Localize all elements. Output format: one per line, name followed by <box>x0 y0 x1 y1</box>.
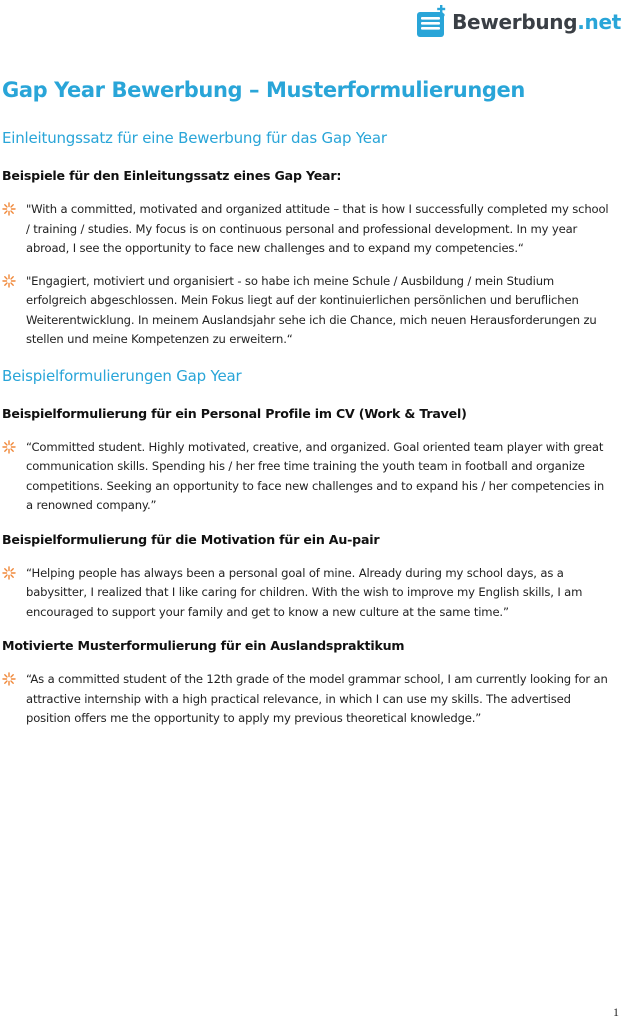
sparkle-bullet-icon <box>2 672 16 686</box>
list-item-text: “Committed student. Highly motivated, creative, and organized. Goal oriented team player with great communication skills. Spending his / her free time training the youth team in football and organize competitions. Seeking an opportunity to face new challenges and to expand his / her competencies in a renowned company.” <box>26 439 605 512</box>
sparkle-bullet-icon <box>2 202 16 216</box>
list-item <box>2 670 614 729</box>
list-item <box>2 200 614 259</box>
page-number: 1 <box>613 1005 619 1019</box>
subheading-au-pair: Beispielformulierung für die Motivation für ein Au-pair <box>2 531 380 547</box>
list-item <box>2 272 614 350</box>
subheading-personal-profile: Beispielformulierung für ein Personal Profile im CV (Work & Travel) <box>2 405 467 421</box>
subheading-intro-examples: Beispiele für den Einleitungssatz eines Gap Year: <box>2 168 342 183</box>
section-heading-examples: Beispielformulierungen Gap Year <box>2 366 242 385</box>
document-title: Gap Year Bewerbung – Musterformulierungen <box>2 78 525 102</box>
logo-name: Bewerbung <box>452 10 578 34</box>
document-page <box>2 72 614 729</box>
list-item-text: "Engagiert, motiviert und organisiert - so habe ich meine Schule / Ausbildung / mein Studium erfolgreich abgeschlossen. Mein Fokus liegt auf der kontinuierlichen persönlichen und beruflichen Weiterentwicklung. In meinem Auslandsjahr sehe ich die Chance, mich neuen Herausforderungen zu stellen und meine Kompetenzen zu erweitern.“ <box>26 273 597 346</box>
section-heading-intro: Einleitungssatz für eine Bewerbung für das Gap Year <box>2 129 387 147</box>
logo-tld: .net <box>577 10 621 34</box>
list-item <box>2 564 614 623</box>
logo-wordmark <box>452 10 621 34</box>
sparkle-bullet-icon <box>2 440 16 454</box>
list-item-text: “As a committed student of the 12th grade of the model grammar school, I am currently looking for an attractive internship with a high practical relevance, in which I can use my skills. The advertised position offers me the opportunity to apply my previous theoretical knowledge.” <box>26 672 608 725</box>
list-item-text: “Helping people has always been a personal goal of mine. Already during my school days, as a babysitter, I realized that I like caring for children. With the wish to improve my English skills, I am encouraged to support your family and get to know a new culture at the same time.” <box>26 565 583 619</box>
subheading-internship: Motivierte Musterformulierung für ein Auslandspraktikum <box>2 638 405 653</box>
sparkle-bullet-icon <box>2 566 16 580</box>
brand-logo <box>416 2 621 42</box>
list-item-text: "With a committed, motivated and organized attitude – that is how I successfully completed my school / training / studies. My focus is on continuous personal and professional development. In my year abroad, I see the opportunity to face new challenges and to expand my competencies.“ <box>26 202 609 255</box>
document-logo-icon <box>416 5 448 39</box>
list-item <box>2 438 614 516</box>
sparkle-bullet-icon <box>2 274 16 288</box>
